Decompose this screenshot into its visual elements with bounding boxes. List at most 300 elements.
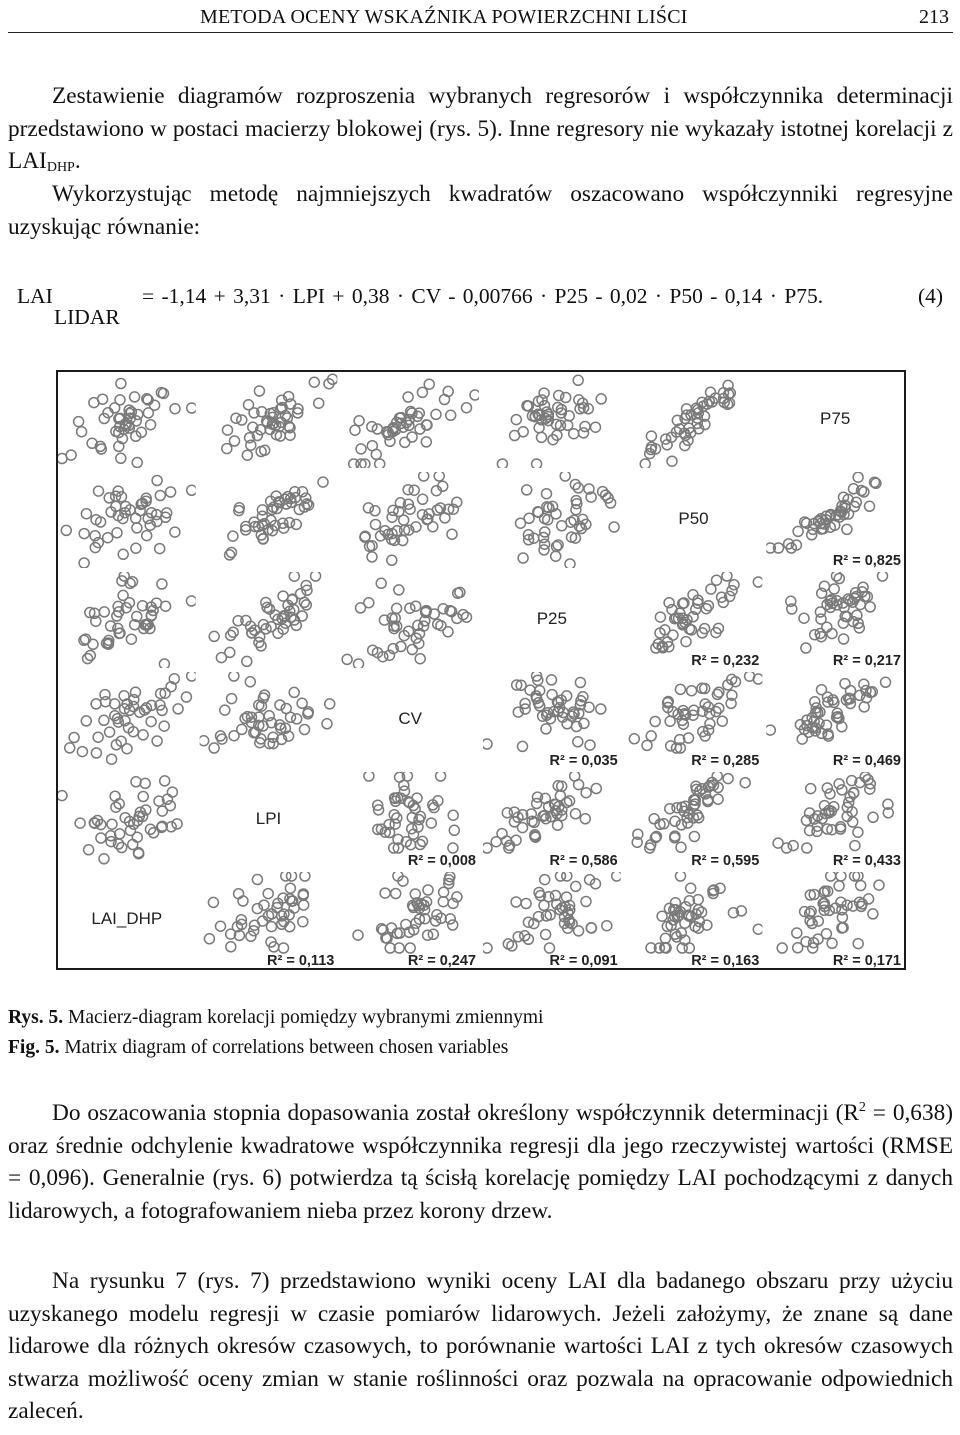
scatter-point bbox=[822, 783, 832, 793]
scatter-point bbox=[848, 817, 858, 827]
scatter-point bbox=[228, 627, 238, 637]
scatter-point bbox=[447, 529, 457, 539]
scatter-point bbox=[859, 679, 869, 689]
figure-caption-pl bbox=[8, 1005, 543, 1031]
matrix-panel-P50-P25 bbox=[516, 471, 620, 569]
scatter-matrix-figure bbox=[56, 370, 906, 970]
matrix-panel-CV-LAI_DHP bbox=[65, 671, 197, 764]
diagonal-label-CV: CV bbox=[398, 709, 422, 728]
scatter-point bbox=[83, 654, 93, 664]
scatter-point bbox=[405, 943, 415, 953]
scatter-point bbox=[436, 771, 446, 781]
scatter-point bbox=[511, 415, 521, 425]
scatter-point bbox=[128, 840, 138, 850]
scatter-point bbox=[170, 527, 180, 537]
scatter-point bbox=[836, 871, 846, 881]
scatter-point bbox=[88, 639, 98, 649]
scatter-point bbox=[547, 675, 557, 685]
scatter-point bbox=[649, 814, 659, 824]
scatter-point bbox=[116, 453, 126, 463]
scatter-point bbox=[107, 819, 117, 829]
scatter-point bbox=[868, 812, 878, 822]
caption-en-label: Fig. 5. bbox=[8, 1037, 60, 1058]
matrix-panel-P75-CV bbox=[349, 379, 480, 469]
scatter-point bbox=[226, 630, 236, 640]
r2-label: R² = 0,035 bbox=[549, 753, 618, 769]
caption-en-text: Matrix diagram of correlations between chosen variables bbox=[64, 1037, 509, 1058]
scatter-point bbox=[138, 730, 148, 740]
scatter-point bbox=[170, 404, 180, 414]
scatter-point bbox=[130, 392, 140, 402]
scatter-point bbox=[301, 600, 311, 610]
scatter-point bbox=[541, 724, 551, 734]
scatter-point bbox=[390, 819, 400, 829]
scatter-point bbox=[146, 420, 156, 430]
scatter-point bbox=[689, 832, 699, 842]
matrix-panel-P25-LPI bbox=[209, 571, 320, 666]
scatter-point bbox=[242, 450, 252, 460]
r2-label: R² = 0,113 bbox=[267, 953, 335, 969]
scatter-point bbox=[822, 622, 832, 632]
scatter-point bbox=[571, 809, 581, 819]
scatter-point bbox=[810, 697, 820, 707]
equation-number: (4) bbox=[918, 284, 944, 308]
scatter-point bbox=[840, 679, 850, 689]
scatter-point bbox=[118, 549, 128, 559]
scatter-point bbox=[131, 777, 141, 787]
scatter-point bbox=[853, 939, 863, 949]
scatter-point bbox=[712, 575, 722, 585]
scatter-point bbox=[537, 432, 547, 442]
scatter-point bbox=[881, 677, 891, 687]
matrix-panel-P25-P25 bbox=[537, 609, 567, 628]
scatter-point bbox=[675, 684, 685, 694]
scatter-point bbox=[482, 739, 492, 749]
scatter-point bbox=[448, 920, 458, 930]
scatter-point bbox=[353, 930, 363, 940]
scatter-point bbox=[242, 656, 252, 666]
scatter-point bbox=[311, 571, 321, 581]
scatter-point bbox=[237, 724, 247, 734]
scatter-point bbox=[832, 571, 842, 581]
scatter-point bbox=[837, 785, 847, 795]
body-paragraph-1 bbox=[8, 1097, 953, 1227]
scatter-point bbox=[665, 716, 675, 726]
running-title: METODA OCENY WSKAŹNIKA POWIERZCHNI LIŚCI bbox=[200, 6, 688, 28]
scatter-point bbox=[753, 674, 763, 684]
diagonal-label-P75: P75 bbox=[820, 409, 851, 428]
scatter-point bbox=[387, 555, 397, 565]
scatter-point bbox=[551, 551, 561, 561]
scatter-point bbox=[181, 692, 191, 702]
scatter-point bbox=[836, 897, 846, 907]
scatter-point bbox=[104, 493, 114, 503]
scatter-point bbox=[322, 719, 332, 729]
scatter-point bbox=[713, 794, 723, 804]
scatter-point bbox=[827, 938, 837, 948]
scatter-point bbox=[545, 943, 555, 953]
p1-text-a: Do oszacowania stopnia dopasowania został określony współczynnik determinacji (R bbox=[52, 1100, 859, 1126]
scatter-point bbox=[400, 437, 410, 447]
scatter-point bbox=[676, 871, 686, 881]
scatter-point bbox=[299, 900, 309, 910]
scatter-point bbox=[446, 410, 456, 420]
scatter-point bbox=[717, 716, 727, 726]
scatter-point bbox=[354, 416, 364, 426]
scatter-point bbox=[411, 601, 421, 611]
scatter-point bbox=[448, 843, 458, 853]
scatter-point bbox=[264, 911, 274, 921]
scatter-point bbox=[612, 871, 622, 881]
scatter-point bbox=[105, 727, 115, 737]
scatter-point bbox=[57, 791, 67, 801]
scatter-point bbox=[585, 740, 595, 750]
scatter-point bbox=[516, 518, 526, 528]
matrix-panel-LPI-P25 bbox=[482, 771, 618, 869]
scatter-point bbox=[586, 923, 596, 933]
scatter-point bbox=[511, 835, 521, 845]
scatter-point bbox=[853, 472, 863, 482]
scatter-point bbox=[112, 528, 122, 538]
scatter-point bbox=[237, 415, 247, 425]
scatter-point bbox=[497, 829, 507, 839]
matrix-panel-CV-P75 bbox=[765, 677, 901, 769]
scatter-point bbox=[666, 741, 676, 751]
scatter-point bbox=[667, 456, 677, 466]
scatter-point bbox=[318, 477, 328, 487]
scatter-point bbox=[555, 791, 565, 801]
scatter-point bbox=[697, 907, 707, 917]
matrix-panel-CV-LPI bbox=[199, 671, 335, 753]
scatter-point bbox=[252, 875, 262, 885]
scatter-point bbox=[376, 578, 386, 588]
scatter-point bbox=[777, 943, 787, 953]
scatter-point bbox=[103, 533, 113, 543]
scatter-point bbox=[440, 513, 450, 523]
r2-label: R² = 0,163 bbox=[691, 953, 760, 969]
scatter-point bbox=[298, 917, 308, 927]
scatter-point bbox=[839, 634, 849, 644]
scatter-point bbox=[234, 889, 244, 899]
scatter-point bbox=[370, 506, 380, 516]
scatter-point bbox=[263, 889, 273, 899]
scatter-point bbox=[227, 694, 237, 704]
scatter-point bbox=[655, 612, 665, 622]
scatter-point bbox=[375, 459, 385, 469]
scatter-point bbox=[596, 394, 606, 404]
scatter-point bbox=[392, 603, 402, 613]
scatter-point bbox=[387, 512, 397, 522]
scatter-point bbox=[131, 543, 141, 553]
scatter-point bbox=[829, 584, 839, 594]
scatter-point bbox=[380, 888, 390, 898]
diagonal-label-P50: P50 bbox=[678, 509, 709, 528]
scatter-point bbox=[391, 889, 401, 899]
scatter-point bbox=[532, 459, 542, 469]
scatter-point bbox=[580, 814, 590, 824]
scatter-point bbox=[131, 687, 141, 697]
scatter-point bbox=[146, 717, 156, 727]
scatter-point bbox=[152, 476, 162, 486]
scatter-point bbox=[722, 571, 732, 581]
scatter-point bbox=[356, 603, 366, 613]
scatter-point bbox=[309, 377, 319, 387]
scatter-point bbox=[187, 596, 197, 606]
scatter-point bbox=[482, 943, 492, 953]
matrix-panel-P50-CV bbox=[360, 471, 462, 565]
scatter-point bbox=[704, 725, 714, 735]
scatter-point bbox=[865, 602, 875, 612]
scatter-point bbox=[462, 403, 472, 413]
scatter-point bbox=[132, 458, 142, 468]
scatter-point bbox=[629, 734, 639, 744]
scatter-point bbox=[167, 787, 177, 797]
scatter-point bbox=[91, 748, 101, 758]
scatter-point bbox=[152, 736, 162, 746]
scatter-point bbox=[443, 627, 453, 637]
scatter-point bbox=[61, 525, 71, 535]
scatter-point bbox=[267, 922, 277, 932]
scatter-point bbox=[793, 526, 803, 536]
scatter-point bbox=[208, 897, 218, 907]
r2-label: R² = 0,285 bbox=[691, 753, 760, 769]
scatter-point bbox=[426, 818, 436, 828]
scatter-point bbox=[246, 440, 256, 450]
scatter-point bbox=[65, 743, 75, 753]
scatter-point bbox=[421, 437, 431, 447]
scatter-point bbox=[837, 913, 847, 923]
scatter-point bbox=[407, 432, 417, 442]
scatter-point bbox=[827, 629, 837, 639]
body-paragraph-2: Na rysunku 7 (rys. 7) przedstawiono wyniki oceny LAI dla badanego obszaru przy użyciu uzyskanego modelu regresji w czasie pomiarów lidarowych. Jeżeli założymy, że znane są dane lidarowe dla różnych okresów czasowych, to porównanie wartości LAI z tych okresów czasowych stwarza możliwość oceny zmian w stanie roślinności oraz pozwala na opracowanie odpowiednich zaleceń. bbox=[8, 1268, 953, 1425]
scatter-point bbox=[403, 392, 413, 402]
scatter-point bbox=[665, 804, 675, 814]
scatter-point bbox=[84, 845, 94, 855]
scatter-point bbox=[364, 771, 374, 781]
scatter-point bbox=[187, 671, 197, 681]
lai-dhp-subscript: DHP bbox=[46, 160, 75, 176]
scatter-point bbox=[591, 422, 601, 432]
scatter-point bbox=[503, 939, 513, 949]
scatter-point bbox=[542, 489, 552, 499]
scatter-point bbox=[573, 737, 583, 747]
scatter-point bbox=[107, 754, 117, 764]
figure-caption-en bbox=[8, 1035, 508, 1061]
scatter-point bbox=[521, 899, 531, 909]
scatter-point bbox=[99, 715, 109, 725]
scatter-point bbox=[817, 685, 827, 695]
matrix-panel-LAI_DHP-P75 bbox=[777, 871, 901, 969]
scatter-point bbox=[285, 883, 295, 893]
r2-label: R² = 0,825 bbox=[832, 553, 901, 569]
equation-rhs: = -1,14 + 3,31 · LPI + 0,38 · CV - 0,00766 · P25 - 0,02 · P50 - 0,14 · P75. bbox=[142, 284, 824, 308]
r2-label: R² = 0,008 bbox=[407, 853, 476, 869]
scatter-point bbox=[98, 394, 108, 404]
scatter-point bbox=[596, 704, 606, 714]
scatter-point bbox=[77, 427, 87, 437]
scatter-point bbox=[497, 459, 507, 469]
scatter-point bbox=[684, 943, 694, 953]
scatter-point bbox=[753, 577, 763, 587]
scatter-point bbox=[511, 897, 521, 907]
scatter-point bbox=[646, 431, 656, 441]
scatter-point bbox=[782, 843, 792, 853]
matrix-panel-P50-P75 bbox=[765, 472, 901, 569]
scatter-point bbox=[856, 881, 866, 891]
scatter-point bbox=[159, 721, 169, 731]
scatter-point bbox=[155, 491, 165, 501]
scatter-point bbox=[878, 571, 888, 581]
scatter-point bbox=[254, 386, 264, 396]
scatter-point bbox=[74, 417, 84, 427]
scatter-point bbox=[418, 836, 428, 846]
scatter-point bbox=[159, 659, 169, 669]
scatter-point bbox=[522, 485, 532, 495]
scatter-point bbox=[155, 544, 165, 554]
scatter-point bbox=[687, 686, 697, 696]
scatter-point bbox=[575, 678, 585, 688]
scatter-point bbox=[279, 943, 289, 953]
scatter-point bbox=[173, 704, 183, 714]
scatter-point bbox=[143, 408, 153, 418]
scatter-point bbox=[140, 778, 150, 788]
scatter-point bbox=[314, 398, 324, 408]
scatter-point bbox=[518, 823, 528, 833]
scatter-point bbox=[405, 603, 415, 613]
intro-period: . bbox=[74, 148, 81, 175]
r2-label: R² = 0,595 bbox=[691, 853, 760, 869]
scatter-point bbox=[371, 449, 381, 459]
scatter-point bbox=[325, 699, 335, 709]
matrix-panel-CV-P50 bbox=[629, 671, 763, 769]
r2-label: R² = 0,586 bbox=[549, 853, 618, 869]
scatter-point bbox=[580, 422, 590, 432]
scatter-point bbox=[356, 444, 366, 454]
scatter-point bbox=[565, 559, 575, 569]
scatter-point bbox=[204, 934, 214, 944]
scatter-point bbox=[417, 387, 427, 397]
matrix-panel-LAI_DHP-LAI_DHP bbox=[91, 909, 162, 928]
scatter-point bbox=[228, 531, 238, 541]
scatter-point bbox=[727, 586, 737, 596]
scatter-point bbox=[264, 711, 274, 721]
scatter-point bbox=[440, 395, 450, 405]
scatter-point bbox=[142, 531, 152, 541]
scatter-point bbox=[865, 501, 875, 511]
scatter-point bbox=[57, 454, 67, 464]
scatter-point bbox=[394, 585, 404, 595]
scatter-point bbox=[91, 699, 101, 709]
matrix-panel-P75-P75 bbox=[820, 409, 850, 428]
matrix-panel-P25-LAI_DHP bbox=[79, 571, 197, 669]
scatter-point bbox=[831, 903, 841, 913]
scatter-point bbox=[561, 393, 571, 403]
equation-lhs-subscript: LIDAR bbox=[54, 305, 120, 329]
scatter-point bbox=[231, 413, 241, 423]
matrix-panel-LAI_DHP-LPI bbox=[204, 871, 334, 969]
scatter-point bbox=[874, 880, 884, 890]
scatter-point bbox=[238, 896, 248, 906]
scatter-point bbox=[470, 390, 480, 400]
scatter-point bbox=[81, 716, 91, 726]
scatter-point bbox=[75, 818, 85, 828]
scatter-point bbox=[864, 894, 874, 904]
scatter-point bbox=[834, 574, 844, 584]
scatter-point bbox=[574, 780, 584, 790]
r2-label: R² = 0,469 bbox=[832, 753, 901, 769]
matrix-panel-P50-LPI bbox=[225, 477, 328, 560]
scatter-point bbox=[806, 784, 816, 794]
matrix-panel-P75-P50 bbox=[640, 380, 735, 469]
page-number: 213 bbox=[919, 6, 949, 28]
matrix-panel-P25-P75 bbox=[786, 571, 901, 669]
matrix-panel-CV-P25 bbox=[482, 671, 618, 769]
matrix-panel-LAI_DHP-P50 bbox=[646, 871, 763, 969]
scatter-point bbox=[642, 740, 652, 750]
scatter-point bbox=[363, 503, 373, 513]
scatter-point bbox=[222, 444, 232, 454]
scatter-point bbox=[834, 779, 844, 789]
scatter-point bbox=[115, 395, 125, 405]
scatter-point bbox=[434, 471, 444, 481]
caption-pl-label: Rys. 5. bbox=[8, 1007, 64, 1028]
matrix-panel-P75-P25 bbox=[497, 375, 606, 469]
scatter-point bbox=[792, 928, 802, 938]
scatter-point bbox=[518, 427, 528, 437]
scatter-point bbox=[482, 843, 492, 853]
scatter-point bbox=[289, 571, 299, 581]
scatter-point bbox=[826, 871, 836, 881]
scatter-point bbox=[740, 778, 750, 788]
diagonal-label-LAI_DHP: LAI_DHP bbox=[91, 909, 163, 928]
scatter-point bbox=[79, 529, 89, 539]
scatter-point bbox=[99, 607, 109, 617]
running-head bbox=[8, 2, 953, 33]
r2-label: R² = 0,091 bbox=[549, 953, 618, 969]
scatter-point bbox=[650, 717, 660, 727]
r2-label: R² = 0,247 bbox=[407, 953, 476, 969]
scatter-point bbox=[686, 883, 696, 893]
scatter-point bbox=[609, 522, 619, 532]
scatter-point bbox=[199, 736, 209, 746]
scatter-point bbox=[160, 776, 170, 786]
scatter-point bbox=[389, 810, 399, 820]
r2-superscript: 2 bbox=[858, 1100, 866, 1115]
scatter-point bbox=[371, 520, 381, 530]
scatter-point bbox=[110, 791, 120, 801]
scatter-point bbox=[399, 515, 409, 525]
scatter-point bbox=[431, 409, 441, 419]
scatter-point bbox=[802, 843, 812, 853]
scatter-point bbox=[209, 743, 219, 753]
scatter-point bbox=[706, 584, 716, 594]
intro-text: Zestawienie diagramów rozproszenia wybranych regresorów i współczynnika determinacji przedstawiono w postaci macierzy blokowej (rys. 5). Inne regresory nie wykazały istotnej korelacji z LAI bbox=[8, 83, 953, 175]
scatter-point bbox=[662, 440, 672, 450]
scatter-point bbox=[554, 391, 564, 401]
matrix-panel-P75-LAI_DHP bbox=[57, 379, 197, 468]
scatter-point bbox=[562, 871, 572, 881]
scatter-point bbox=[850, 841, 860, 851]
scatter-point bbox=[187, 403, 197, 413]
scatter-point bbox=[681, 637, 691, 647]
scatter-point bbox=[166, 487, 176, 497]
scatter-point bbox=[729, 580, 739, 590]
scatter-point bbox=[226, 942, 236, 952]
scatter-point bbox=[801, 937, 811, 947]
scatter-point bbox=[223, 425, 233, 435]
matrix-panel-LPI-LAI_DHP bbox=[57, 776, 182, 864]
scatter-point bbox=[560, 471, 570, 481]
